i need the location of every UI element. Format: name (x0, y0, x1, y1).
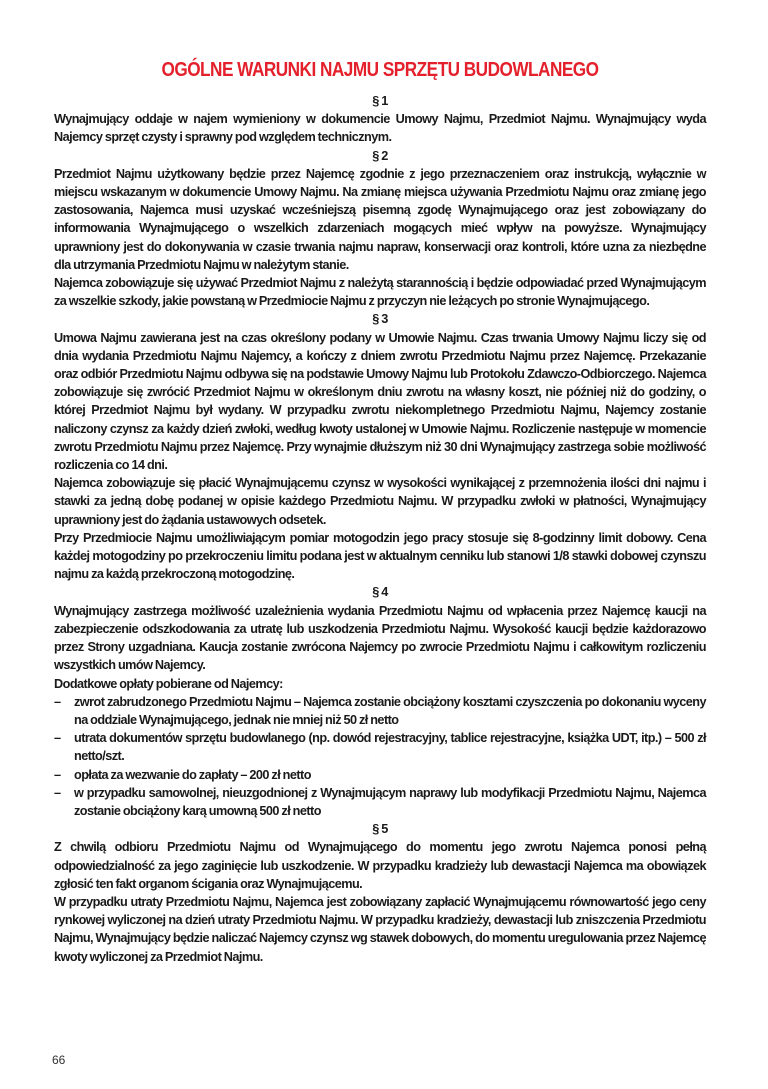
paragraph: Przy Przedmiocie Najmu umożliwiającym pomiar motogodzin jego pracy stosuje się 8-godzinny limit dobowy. Cena każdej motogodziny po przekroczeniu limitu podana jest w aktualnym cenniku lub stanowi 1/8 stawki dobowej czynszu najmu za każdą przekroczoną motogodzinę. (54, 530, 706, 582)
additional-fees-list (54, 693, 706, 820)
paragraph: W przypadku utraty Przedmiotu Najmu, Najemca jest zobowiązany zapłacić Wynajmującemu równowartość jego ceny rynkowej wyliczonej na dzień utraty Przedmiotu Najmu. W przypadku kradzieży, dewastacji lub zniszczenia Przedmiotu Najmu, Wynajmujący będzie naliczać Najemcy czynsz wg stawek dobowych, do momentu uregulowania przez Najemcę kwoty wyliczonej za Przedmiot Najmu. (54, 894, 706, 964)
paragraph: Dodatkowe opłaty pobierane od Najemcy: (54, 676, 283, 691)
paragraph: Wynajmujący zastrzega możliwość uzależnienia wydania Przedmiotu Najmu od wpłacenia przez Najemcę kaucji na zabezpieczenie odszkodowania za utratę lub uszkodzenia Przedmiotu Najmu. Wysokość kaucji będzie każdorazowo przez Strony uzgadniana. Kaucja zostanie zwrócona Najemcy po zwrocie Przedmiotu Najmu i całkowitym rozliczeniu wszystkich umów Najemcy. (54, 603, 706, 673)
paragraph: Najemca zobowiązuje się płacić Wynajmującemu czynsz w wysokości wynikającej z przemnożenia ilości dni najmu i stawki za jedną dobę podanej w opisie każdego Przedmiotu Najmu. W przypadku zwłoki w płatności, Wynajmujący uprawniony jest do żądania ustawowych odsetek. (54, 476, 706, 527)
list-dash: – (54, 767, 61, 782)
list-item (54, 766, 706, 784)
section-heading: § 3 (372, 312, 388, 327)
document-title: OGÓLNE WARUNKI NAJMU SPRZĘTU BUDOWLANEGO (161, 59, 599, 81)
page-number: 66 (52, 1053, 66, 1067)
paragraph: Umowa Najmu zawierana jest na czas określony podany w Umowie Najmu. Czas trwania Umowy Najmu liczy się od dnia wydania Przedmiotu Najmu Najemcy, a kończy z dniem zwrotu Przedmiotu Najmu przez Najemcę. Przekazanie oraz odbiór Przedmiotu Najmu odbywa się na podstawie Umowy Najmu lub Protokołu Zdawczo-Odbiorczego. Najemca zobowiązuje się zwrócić Przedmiot Najmu w określonym dniu zwrotu na własny koszt, nie później niż do godziny, o której Przedmiot Najmu był wydany. W przypadku zwrotu niekompletnego Przedmiotu Najmu, Najemcy zostanie naliczony czynsz za każdy dzień zwłoki, według kwoty ustalonej w Umowie Najmu. Rozliczenie następuje w momencie zwrotu Przedmiotu Najmu przez Najemcę. Przy wynajmie dłuższym niż 30 dni Wynajmujący zastrzega sobie możliwość rozliczenia co 14 dni. (54, 330, 706, 473)
list-dash: – (54, 694, 61, 709)
list-item-text: utrata dokumentów sprzętu budowlanego (np. dowód rejestracyjny, tablice rejestracyjne, książka UDT, itp.) – 500 zł netto/szt. (74, 731, 706, 764)
section-2 (54, 147, 706, 311)
section-3 (54, 310, 706, 583)
list-dash: – (54, 731, 61, 746)
paragraph: Najemca zobowiązuje się używać Przedmiot Najmu z należytą starannością i będzie odpowiadać przed Wynajmującym za wszelkie szkody, jakie powstaną w Przedmiocie Najmu z przyczyn nie leżących po stronie Wynajmującego. (54, 276, 706, 309)
section-heading: § 1 (372, 94, 388, 108)
section-1 (54, 92, 706, 147)
list-item (54, 693, 706, 729)
list-item-text: zwrot zabrudzonego Przedmiotu Najmu – Najemca zostanie obciążony kosztami czyszczenia po dokonaniu wyceny na oddziale Wynajmującego, jednak nie mniej niż 50 zł netto (74, 694, 706, 727)
section-heading: § 5 (372, 822, 388, 837)
list-item-text: w przypadku samowolnej, nieuzgodnionej z Wynajmującym naprawy lub modyfikacji Przedmiotu Najmu, Najemca zostanie obciążony karą umowną 500 zł netto (74, 785, 706, 818)
list-dash: – (54, 785, 61, 800)
list-item (54, 784, 706, 820)
list-item-text: opłata za wezwanie do zapłaty – 200 zł netto (74, 767, 311, 782)
list-item (54, 729, 706, 765)
paragraph: Wynajmujący oddaje w najem wymieniony w dokumencie Umowy Najmu, Przedmiot Najmu. Wynajmujący wyda Najemcy sprzęt czysty i sprawny pod względem technicznym. (54, 112, 706, 145)
section-heading: § 2 (372, 148, 388, 163)
section-heading: § 4 (372, 585, 388, 600)
paragraph: Przedmiot Najmu użytkowany będzie przez Najemcę zgodnie z jego przeznaczeniem oraz instrukcją, wyłącznie w miejscu wskazanym w dokumencie Umowy Najmu. Na zmianę miejsca używania Przedmiotu Najmu oraz zmianę jego zastosowania, Najemca musi uzyskać wcześniejszą pisemną zgodę Wynajmującego oraz jest zobowiązany do informowania Wynajmującego o wszelkich zdarzeniach mogących mieć wpływ na powyższe. Wynajmujący uprawniony jest do dokonywania w czasie trwania najmu napraw, konserwacji oraz kontroli, które uzna za niezbędne dla utrzymania Przedmiotu Najmu w należytym stanie. (54, 166, 706, 272)
section-5 (54, 820, 706, 966)
section-4 (54, 583, 706, 820)
paragraph: Z chwilą odbioru Przedmiotu Najmu od Wynajmującego do momentu jego zwrotu Najemca ponosi pełną odpowiedzialność za jego zaginięcie lub uszkodzenie. W przypadku kradzieży lub dewastacji Najemca ma obowiązek zgłosić ten fakt organom ścigania oraz Wynajmującemu. (54, 840, 706, 891)
document-body (54, 92, 706, 966)
